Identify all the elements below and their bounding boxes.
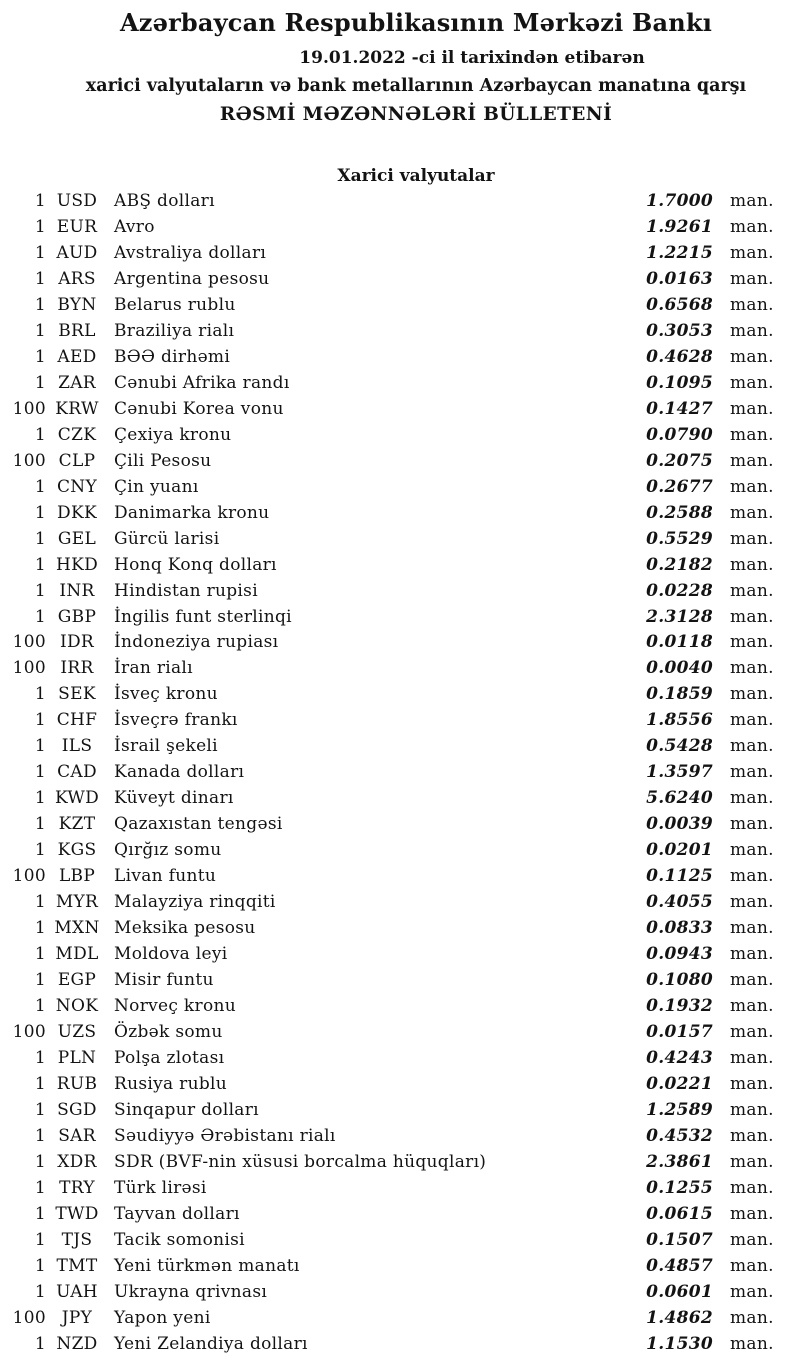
bulletin-page [0,8,800,1361]
quantity-cell: 100 [12,1307,46,1328]
quantity-cell: 1 [34,814,46,835]
rate-cell: 0.1095 [646,372,713,393]
code-cell: ZAR [58,372,96,393]
rate-cell: 1.8556 [646,710,713,731]
rate-cell: 0.0157 [646,1022,713,1042]
unit-cell: man. [730,1333,774,1354]
rate-cell: 0.0228 [646,580,713,601]
currency-row [0,1254,800,1280]
code-cell: KGS [57,840,97,861]
code-cell: KWD [54,788,100,809]
quantity-cell: 1 [34,1073,46,1094]
rate-cell: 0.1255 [646,1177,713,1198]
unit-cell: man. [730,606,774,627]
rate-cell: 0.0040 [646,658,713,679]
name-cell: İsveçrə frankı [114,710,238,731]
unit-cell: man. [730,580,774,601]
name-cell: Avro [114,216,155,237]
code-cell: KRW [55,398,99,419]
code-cell: AED [57,346,97,367]
quantity-cell: 1 [34,892,46,913]
currency-row [0,1150,800,1176]
quantity-cell: 1 [34,918,46,939]
quantity-cell: 1 [34,762,46,783]
effective-date-line: 19.01.2022 -ci il tarixindən etibarən [299,48,645,68]
code-cell: TJS [61,1229,93,1250]
currency-row [0,916,800,942]
rate-cell: 0.4532 [646,1125,713,1146]
code-cell: TRY [59,1177,95,1198]
unit-cell: man. [730,191,774,211]
code-cell: SEK [58,684,96,705]
name-cell: Hindistan rupisi [114,580,258,601]
currency-row [0,968,800,994]
quantity-cell: 1 [34,528,46,549]
rate-cell: 1.1530 [646,1333,713,1354]
unit-cell: man. [730,268,774,289]
currency-row [0,760,800,786]
code-cell: BYN [57,294,97,315]
code-cell: NOK [55,996,99,1017]
quantity-cell: 1 [34,970,46,991]
rate-cell: 0.0833 [646,918,713,939]
name-cell: Braziliya rialı [114,320,235,341]
code-cell: BRL [58,320,96,341]
currency-row [0,605,800,631]
rate-cell: 0.1859 [646,684,713,705]
unit-cell: man. [730,996,774,1017]
name-cell: BƏƏ dirhəmi [114,346,231,367]
currency-row [0,241,800,267]
currency-row [0,475,800,501]
quantity-cell: 1 [34,1177,46,1198]
quantity-cell: 100 [12,658,46,679]
name-cell: İran rialı [114,658,193,679]
unit-cell: man. [730,1099,774,1120]
currency-row [0,994,800,1020]
quantity-cell: 1 [34,476,46,497]
unit-cell: man. [730,658,774,679]
currency-row [0,656,800,682]
name-cell: Misir funtu [114,970,214,991]
rate-cell: 0.4857 [646,1255,713,1276]
quantity-cell: 1 [34,242,46,263]
code-cell: XDR [57,1151,97,1172]
rate-cell: 0.0039 [646,814,713,835]
currency-row [0,1228,800,1254]
code-cell: UAH [56,1281,98,1302]
name-cell: Cənubi Afrika randı [114,372,290,393]
quantity-cell: 1 [34,788,46,809]
unit-cell: man. [730,1125,774,1146]
code-cell: CHF [56,710,98,731]
rate-cell: 0.0601 [646,1281,713,1302]
currency-row [0,397,800,423]
name-cell: Küveyt dinarı [114,788,234,809]
name-cell: Çin yuanı [114,476,199,497]
currency-row [0,579,800,605]
name-cell: ABŞ dolları [114,191,215,211]
rate-cell: 0.1932 [646,996,713,1017]
currency-row [0,1202,800,1228]
subject-line: xarici valyutaların və bank metallarının Azərbaycan manatına qarşı [85,76,747,96]
name-cell: Livan funtu [114,866,217,887]
quantity-cell: 1 [34,996,46,1017]
quantity-cell: 1 [34,1281,46,1302]
unit-cell: man. [730,1073,774,1094]
name-cell: Yapon yeni [114,1307,211,1328]
unit-cell: man. [730,320,774,341]
currency-row [0,838,800,864]
code-cell: MDL [55,944,99,965]
unit-cell: man. [730,814,774,835]
unit-cell: man. [730,502,774,523]
name-cell: Türk lirəsi [114,1177,207,1198]
rate-cell: 0.1427 [646,398,713,419]
quantity-cell: 1 [34,710,46,731]
code-cell: CAD [57,762,97,783]
unit-cell: man. [730,632,774,653]
code-cell: TWD [55,1203,99,1224]
name-cell: Belarus rublu [114,294,236,315]
currency-row [0,708,800,734]
currency-row [0,1046,800,1072]
code-cell: LBP [58,866,96,887]
rate-cell: 0.1125 [646,866,713,887]
currency-row [0,890,800,916]
unit-cell: man. [730,1307,774,1328]
name-cell: Avstraliya dolları [114,242,267,263]
unit-cell: man. [730,840,774,861]
name-cell: İsveç kronu [114,684,218,705]
unit-cell: man. [730,1047,774,1068]
code-cell: PLN [57,1047,97,1068]
code-cell: MXN [54,918,100,939]
quantity-cell: 100 [12,450,46,471]
quantity-cell: 100 [12,866,46,887]
unit-cell: man. [730,398,774,419]
name-cell: Çili Pesosu [114,450,212,471]
name-cell: Rusiya rublu [114,1073,227,1094]
quantity-cell: 1 [34,1047,46,1068]
currency-row [0,1280,800,1306]
rate-cell: 0.2588 [646,502,713,523]
unit-cell: man. [730,918,774,939]
code-cell: JPY [61,1307,93,1328]
quantity-cell: 1 [34,580,46,601]
quantity-cell: 1 [34,502,46,523]
code-cell: MYR [55,892,99,913]
name-cell: Gürcü larisi [114,528,220,549]
unit-cell: man. [730,684,774,705]
rate-cell: 0.0943 [646,944,713,965]
quantity-cell: 1 [34,684,46,705]
name-cell: Meksika pesosu [114,918,256,939]
code-cell: ARS [58,268,96,289]
code-cell: CZK [57,424,97,445]
quantity-cell: 1 [34,554,46,575]
rate-cell: 0.2677 [646,476,713,497]
unit-cell: man. [730,216,774,237]
unit-cell: man. [730,736,774,757]
name-cell: Danimarka kronu [114,502,270,523]
bulletin-header [32,8,800,128]
unit-cell: man. [730,1255,774,1276]
rate-cell: 0.4243 [646,1047,713,1068]
currency-row [0,864,800,890]
rate-cell: 5.6240 [646,788,713,809]
rate-cell: 1.2589 [646,1099,713,1120]
name-cell: Səudiyyə Ərəbistanı rialı [114,1125,336,1146]
quantity-cell: 1 [34,736,46,757]
code-cell: UZS [57,1022,97,1042]
rate-cell: 2.3128 [646,606,713,627]
rate-cell: 0.6568 [646,294,713,315]
quantity-cell: 1 [34,944,46,965]
name-cell: Sinqapur dolları [114,1099,259,1120]
currency-rates-table [0,189,800,1358]
name-cell: İndoneziya rupiası [114,632,279,653]
currency-row [0,1098,800,1124]
currency-row [0,630,800,656]
bank-name-title: Azərbaycan Respublikasının Mərkəzi Bankı [119,8,713,37]
currency-row [0,215,800,241]
rate-cell: 1.2215 [646,242,713,263]
currency-row [0,682,800,708]
name-cell: Qazaxıstan tengəsi [114,814,283,835]
quantity-cell: 1 [34,1151,46,1172]
quantity-cell: 1 [34,840,46,861]
name-cell: Kanada dolları [114,762,245,783]
code-cell: SGD [57,1099,97,1120]
code-cell: HKD [55,554,99,575]
rate-cell: 0.2182 [646,554,713,575]
unit-cell: man. [730,892,774,913]
currency-row [0,267,800,293]
name-cell: Özbək somu [114,1022,223,1042]
currency-row [0,371,800,397]
quantity-cell: 1 [34,1099,46,1120]
currency-row [0,345,800,371]
code-cell: CNY [56,476,97,497]
currency-row [0,786,800,812]
quantity-cell: 1 [34,1333,46,1354]
currency-row [0,527,800,553]
code-cell: AUD [56,242,98,263]
currency-row [0,1176,800,1202]
unit-cell: man. [730,294,774,315]
unit-cell: man. [730,242,774,263]
name-cell: Qırğız somu [114,840,222,861]
currency-row [0,189,800,215]
code-cell: INR [59,580,95,601]
rate-cell: 0.5428 [646,736,713,757]
unit-cell: man. [730,346,774,367]
currency-row [0,1306,800,1332]
unit-cell: man. [730,710,774,731]
bulletin-title: RƏSMİ MƏZƏNNƏLƏRİ BÜLLETENİ [219,104,613,125]
code-cell: EUR [56,216,98,237]
rate-cell: 1.3597 [646,762,713,783]
name-cell: Moldova leyi [114,944,228,965]
currency-row [0,942,800,968]
name-cell: Yeni Zelandiya dolları [114,1333,308,1354]
section-title-foreign-currencies: Xarici valyutalar [337,166,495,186]
currency-row [0,1020,800,1046]
name-cell: Ukrayna qrivnası [114,1281,268,1302]
quantity-cell: 1 [34,1255,46,1276]
rate-cell: 0.0163 [646,268,713,289]
code-cell: KZT [58,814,96,835]
currency-row [0,812,800,838]
quantity-cell: 1 [34,606,46,627]
unit-cell: man. [730,1281,774,1302]
quantity-cell: 1 [34,216,46,237]
quantity-cell: 1 [34,346,46,367]
code-cell: IDR [59,632,95,653]
unit-cell: man. [730,476,774,497]
rate-cell: 0.0615 [646,1203,713,1224]
name-cell: SDR (BVF-nin xüsusi borcalma hüquqları) [114,1151,487,1172]
code-cell: EGP [57,970,97,991]
unit-cell: man. [730,866,774,887]
quantity-cell: 100 [12,1022,46,1042]
currency-row [0,553,800,579]
currency-row [0,319,800,345]
code-cell: DKK [57,502,97,523]
name-cell: Cənubi Korea vonu [114,398,284,419]
unit-cell: man. [730,1203,774,1224]
rate-cell: 0.5529 [646,528,713,549]
quantity-cell: 1 [34,1125,46,1146]
rate-cell: 1.7000 [646,191,713,211]
quantity-cell: 1 [34,372,46,393]
code-cell: SAR [58,1125,96,1146]
unit-cell: man. [730,762,774,783]
quantity-cell: 1 [34,320,46,341]
rate-cell: 0.4628 [646,346,713,367]
code-cell: TMT [56,1255,98,1276]
currency-row [0,1332,800,1358]
code-cell: NZD [56,1333,98,1354]
code-cell: IRR [60,658,94,679]
rate-cell: 0.1507 [646,1229,713,1250]
quantity-cell: 1 [34,294,46,315]
code-cell: RUB [56,1073,98,1094]
code-cell: GEL [57,528,97,549]
quantity-cell: 1 [34,191,46,211]
rate-cell: 2.3861 [646,1151,713,1172]
name-cell: Tayvan dolları [114,1203,240,1224]
unit-cell: man. [730,528,774,549]
unit-cell: man. [730,788,774,809]
currency-row [0,501,800,527]
currency-row [0,449,800,475]
rate-cell: 0.0790 [646,424,713,445]
currency-row [0,1124,800,1150]
rate-cell: 1.4862 [646,1307,713,1328]
name-cell: İngilis funt sterlinqi [114,606,292,627]
name-cell: Polşa zlotası [114,1047,225,1068]
rate-cell: 0.0221 [646,1073,713,1094]
code-cell: USD [56,191,98,211]
name-cell: Malayziya rinqqiti [114,892,276,913]
rate-cell: 0.0118 [646,632,713,653]
unit-cell: man. [730,1177,774,1198]
quantity-cell: 1 [34,1229,46,1250]
code-cell: ILS [61,736,93,757]
unit-cell: man. [730,944,774,965]
name-cell: Honq Konq dolları [114,554,277,575]
rate-cell: 0.1080 [646,970,713,991]
name-cell: Argentina pesosu [114,268,270,289]
unit-cell: man. [730,424,774,445]
unit-cell: man. [730,554,774,575]
unit-cell: man. [730,1151,774,1172]
currency-row [0,1072,800,1098]
quantity-cell: 1 [34,424,46,445]
unit-cell: man. [730,372,774,393]
name-cell: Çexiya kronu [114,424,232,445]
unit-cell: man. [730,1229,774,1250]
rate-cell: 0.0201 [646,840,713,861]
name-cell: Yeni türkmən manatı [114,1255,300,1276]
name-cell: Tacik somonisi [114,1229,245,1250]
currency-row [0,423,800,449]
rate-cell: 0.3053 [646,320,713,341]
quantity-cell: 100 [12,632,46,653]
currency-row [0,293,800,319]
code-cell: GBP [57,606,97,627]
code-cell: CLP [58,450,96,471]
currency-row [0,734,800,760]
unit-cell: man. [730,1022,774,1042]
quantity-cell: 1 [34,1203,46,1224]
quantity-cell: 1 [34,268,46,289]
name-cell: İsrail şekeli [114,736,218,757]
unit-cell: man. [730,450,774,471]
unit-cell: man. [730,970,774,991]
rate-cell: 0.2075 [646,450,713,471]
name-cell: Norveç kronu [114,996,236,1017]
rate-cell: 1.9261 [646,216,713,237]
rate-cell: 0.4055 [646,892,713,913]
quantity-cell: 100 [12,398,46,419]
